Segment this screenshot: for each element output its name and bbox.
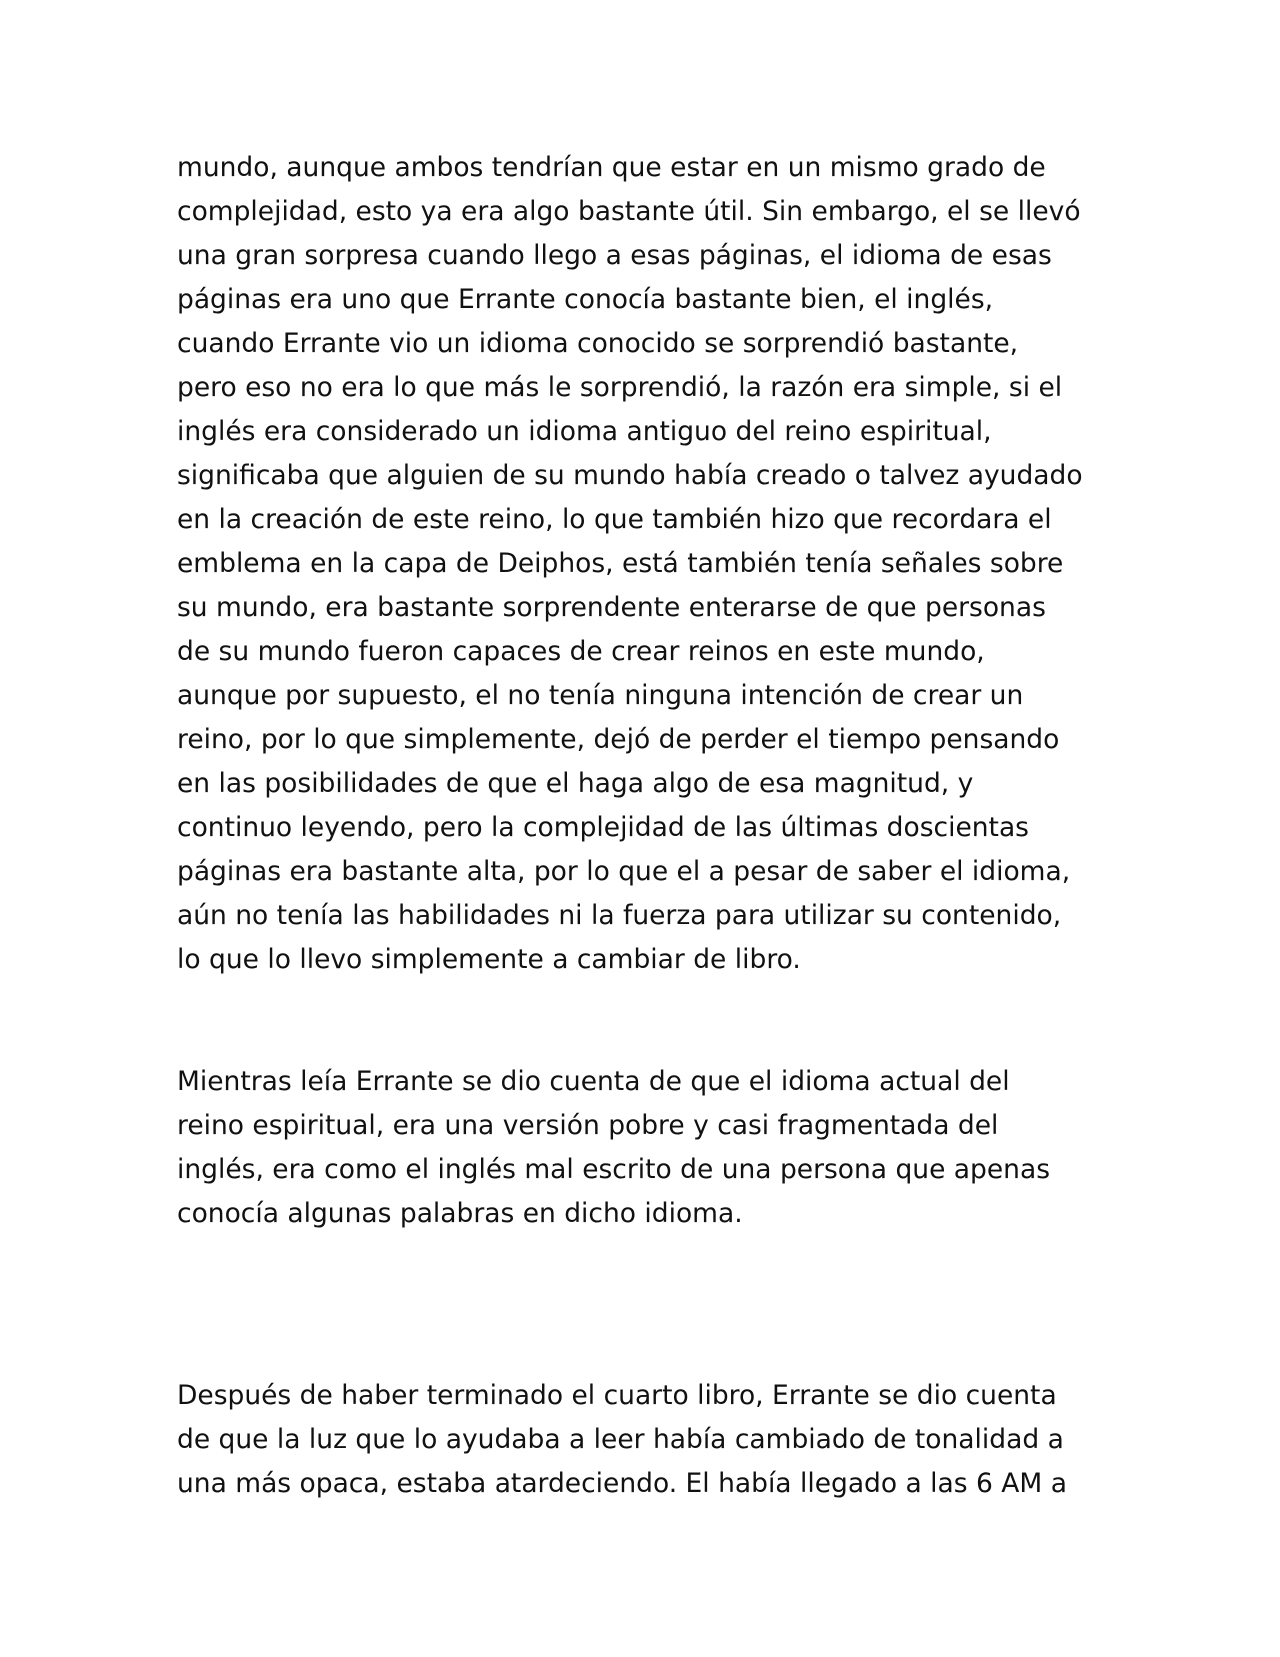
text-line: páginas era bastante alta, por lo que el a pesar de saber el idioma, (177, 856, 1071, 887)
text-line: lo que lo llevo simplemente a cambiar de libro. (177, 944, 801, 975)
text-line: en las posibilidades de que el haga algo de esa magnitud, y (177, 768, 974, 799)
text-line: reino, por lo que simplemente, dejó de perder el tiempo pensando (177, 724, 1060, 755)
text-line: significaba que alguien de su mundo había creado o talvez ayudado (177, 460, 1083, 491)
paragraph-3 (177, 1374, 1107, 1506)
text-line: cuando Errante vio un idioma conocido se sorprendió bastante, (177, 328, 1019, 359)
text-line: reino espiritual, era una versión pobre y casi fragmentada del (177, 1110, 999, 1141)
text-line: aunque por supuesto, el no tenía ninguna intención de crear un (177, 680, 1024, 711)
text-line: en la creación de este reino, lo que también hizo que recordara el (177, 504, 1052, 535)
text-line: conocía algunas palabras en dicho idioma. (177, 1198, 743, 1229)
text-line: aún no tenía las habilidades ni la fuerza para utilizar su contenido, (177, 900, 1062, 931)
text-line: complejidad, esto ya era algo bastante útil. Sin embargo, el se llevó (177, 196, 1081, 227)
paragraph-2 (177, 1060, 1107, 1236)
text-line: de su mundo fueron capaces de crear reinos en este mundo, (177, 636, 985, 667)
paragraph-1 (177, 146, 1107, 982)
text-line: continuo leyendo, pero la complejidad de las últimas doscientas (177, 812, 1029, 843)
text-line: inglés era considerado un idioma antiguo del reino espiritual, (177, 416, 992, 447)
text-line: pero eso no era lo que más le sorprendió, la razón era simple, si el (177, 372, 1063, 403)
text-line: Mientras leía Errante se dio cuenta de que el idioma actual del (177, 1066, 1010, 1097)
text-line: mundo, aunque ambos tendrían que estar en un mismo grado de (177, 152, 1046, 183)
text-line: páginas era uno que Errante conocía bastante bien, el inglés, (177, 284, 994, 315)
text-line: una gran sorpresa cuando llego a esas páginas, el idioma de esas (177, 240, 1052, 271)
text-line: una más opaca, estaba atardeciendo. El había llegado a las 6 AM a (177, 1468, 1067, 1499)
text-line: de que la luz que lo ayudaba a leer había cambiado de tonalidad a (177, 1424, 1064, 1455)
text-line: emblema en la capa de Deiphos, está también tenía señales sobre (177, 548, 1064, 579)
text-line: su mundo, era bastante sorprendente enterarse de que personas (177, 592, 1046, 623)
text-line: Después de haber terminado el cuarto libro, Errante se dio cuenta (177, 1380, 1057, 1411)
text-line: inglés, era como el inglés mal escrito de una persona que apenas (177, 1154, 1051, 1185)
